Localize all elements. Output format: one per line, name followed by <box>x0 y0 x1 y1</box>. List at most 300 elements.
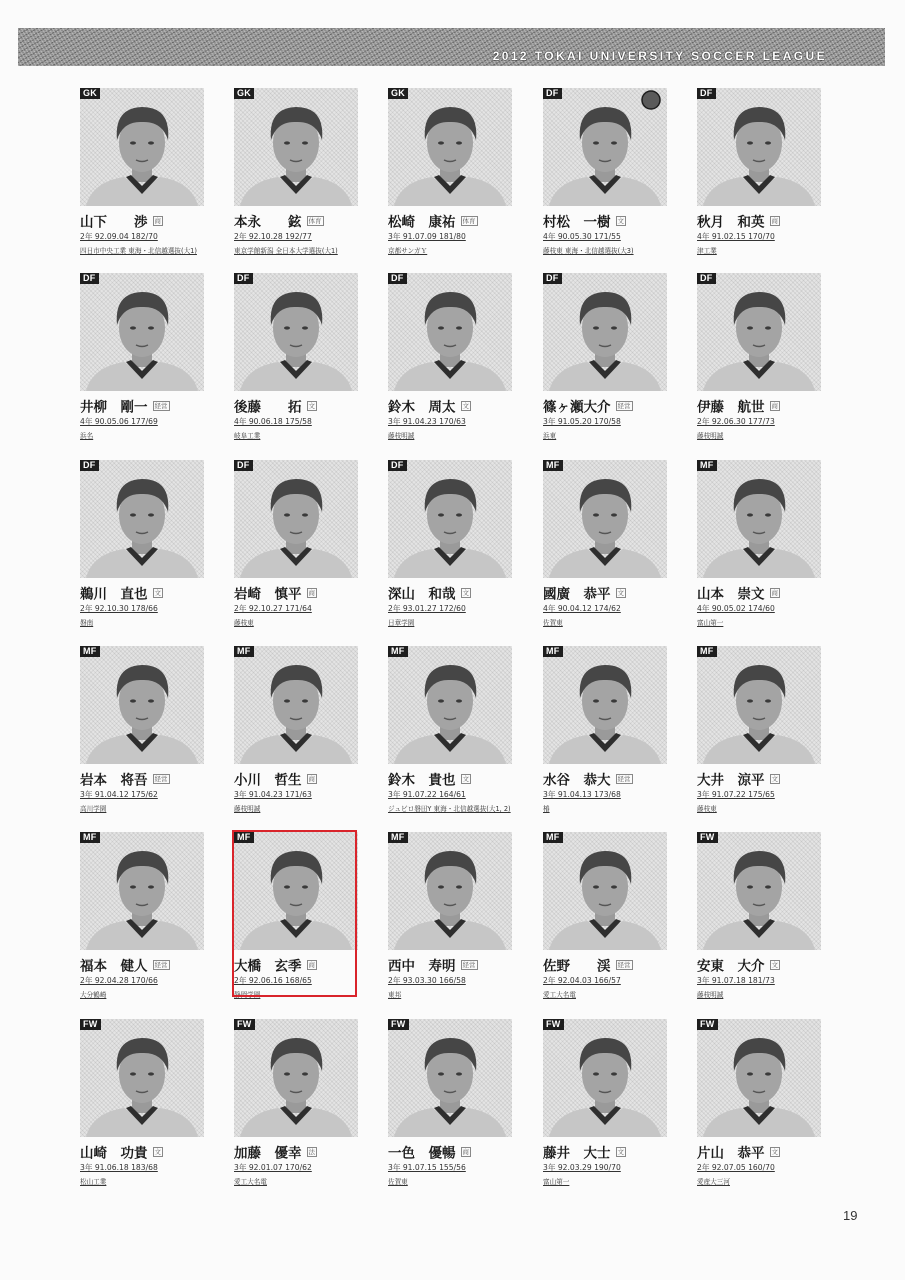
player-name: 井柳 剛一 <box>80 399 148 416</box>
player-name: 加藤 優幸 <box>234 1145 302 1162</box>
player-name-row <box>388 1141 513 1162</box>
player-card <box>697 1019 822 1184</box>
player-card <box>697 832 822 997</box>
faculty-badge: 経営 <box>154 401 168 410</box>
player-name: 岩崎 慎平 <box>234 586 302 603</box>
player-portrait <box>234 1019 358 1137</box>
player-stats: 4年 90.05.30 171/55 <box>543 232 621 241</box>
player-name: 篠ヶ瀬大介 <box>543 399 611 416</box>
eye-shape <box>130 1072 136 1075</box>
position-badge: MF <box>697 460 717 471</box>
player-photo <box>234 1019 358 1137</box>
eye-shape <box>593 699 599 702</box>
faculty-badge: 文 <box>154 588 161 597</box>
player-stats: 4年 91.02.15 170/70 <box>697 232 775 241</box>
player-card <box>697 273 822 438</box>
player-stats: 2年 92.10.27 171/64 <box>234 604 312 613</box>
player-stats: 3年 91.07.18 181/73 <box>697 976 775 985</box>
player-card <box>388 88 513 253</box>
player-school: 大分鶴崎 <box>80 991 107 999</box>
faculty-badge: 法 <box>308 1147 315 1156</box>
eye-shape <box>593 1072 599 1075</box>
player-school: 日章学園 <box>388 619 415 627</box>
position-badge: DF <box>80 273 99 284</box>
eye-shape <box>456 141 462 144</box>
player-name-row <box>388 954 513 975</box>
player-photo <box>80 273 204 391</box>
player-name-row <box>388 395 513 416</box>
player-photo <box>80 88 204 206</box>
eye-shape <box>130 326 136 329</box>
player-name-row <box>234 1141 359 1162</box>
player-card <box>388 273 513 438</box>
player-card <box>80 832 205 997</box>
player-photo <box>234 273 358 391</box>
player-photo <box>697 460 821 578</box>
player-school: 藤枝明誠 <box>697 991 724 999</box>
player-card <box>543 460 668 625</box>
faculty-badge: 文 <box>771 774 778 783</box>
position-badge: DF <box>80 460 99 471</box>
eye-shape <box>284 1072 290 1075</box>
player-stats: 4年 90.04.12 174/62 <box>543 604 621 613</box>
player-school: 藤枝東 東海・北信越選抜(大3) <box>543 247 634 255</box>
player-stats: 2年 92.10.28 192/77 <box>234 232 312 241</box>
header-band <box>18 28 885 66</box>
player-name: 水谷 恭大 <box>543 772 611 789</box>
player-photo <box>543 832 667 950</box>
player-portrait <box>388 832 512 950</box>
player-school: 津工業 <box>697 247 717 255</box>
faculty-badge: 文 <box>462 774 469 783</box>
player-stats: 2年 92.06.30 177/73 <box>697 417 775 426</box>
eye-shape <box>611 699 617 702</box>
player-school: 藤枝明誠 <box>388 432 415 440</box>
player-name-row <box>697 954 822 975</box>
player-school: 東京学館新潟 全日本大学選抜(大1) <box>234 247 338 255</box>
position-badge: MF <box>543 646 563 657</box>
player-name-row <box>234 582 359 603</box>
player-name-row <box>234 768 359 789</box>
player-name-row <box>543 1141 668 1162</box>
player-photo <box>543 646 667 764</box>
eye-shape <box>765 513 771 516</box>
player-portrait <box>80 273 204 391</box>
eye-shape <box>302 141 308 144</box>
faculty-badge: 体育 <box>462 216 476 225</box>
player-stats: 3年 91.06.18 183/68 <box>80 1163 158 1172</box>
player-name-row <box>543 954 668 975</box>
player-portrait <box>543 273 667 391</box>
position-badge: MF <box>234 646 254 657</box>
player-portrait <box>697 832 821 950</box>
player-name: 佐野 渓 <box>543 958 611 975</box>
eye-shape <box>456 326 462 329</box>
player-name: 後藤 拓 <box>234 399 302 416</box>
faculty-badge: 商 <box>154 216 161 225</box>
eye-shape <box>765 885 771 888</box>
faculty-badge: 商 <box>771 401 778 410</box>
player-card <box>388 832 513 997</box>
player-school: 京都サンガＹ <box>388 247 428 255</box>
eye-shape <box>611 1072 617 1075</box>
player-card <box>388 646 513 811</box>
player-photo <box>80 832 204 950</box>
player-stats: 3年 91.07.15 155/56 <box>388 1163 466 1172</box>
position-badge: FW <box>388 1019 409 1030</box>
player-card <box>543 88 668 253</box>
eye-shape <box>148 1072 154 1075</box>
player-photo <box>234 460 358 578</box>
player-name: 山本 崇文 <box>697 586 765 603</box>
faculty-badge: 経営 <box>617 960 631 969</box>
player-portrait <box>697 273 821 391</box>
player-name-row <box>697 1141 822 1162</box>
page-number: 19 <box>843 1208 858 1223</box>
eye-shape <box>284 326 290 329</box>
player-portrait <box>543 646 667 764</box>
player-school: 高川学園 <box>80 805 107 813</box>
player-school: 藤枝明誠 <box>234 805 261 813</box>
player-name-row <box>388 582 513 603</box>
eye-shape <box>611 141 617 144</box>
position-badge: DF <box>234 273 253 284</box>
player-card <box>234 1019 359 1184</box>
faculty-badge: 経営 <box>154 774 168 783</box>
player-stats: 2年 92.10.30 178/66 <box>80 604 158 613</box>
eye-shape <box>747 326 753 329</box>
player-school: 富山第一 <box>697 619 724 627</box>
eye-shape <box>130 885 136 888</box>
player-card <box>80 1019 205 1184</box>
eye-shape <box>284 141 290 144</box>
player-school: ジュビロ磐田Y 東海・北信越選抜(大1, 2) <box>388 805 511 813</box>
player-school: 磐南 <box>80 619 94 627</box>
player-name: 大井 涼平 <box>697 772 765 789</box>
eye-shape <box>456 513 462 516</box>
player-name: 鈴木 周太 <box>388 399 456 416</box>
eye-shape <box>747 699 753 702</box>
player-name: 國廣 恭平 <box>543 586 611 603</box>
eye-shape <box>148 326 154 329</box>
eye-shape <box>747 513 753 516</box>
position-badge: DF <box>234 460 253 471</box>
eye-shape <box>302 1072 308 1075</box>
player-school: 東邦 <box>388 991 402 999</box>
player-card <box>543 273 668 438</box>
player-name-row <box>80 954 205 975</box>
faculty-badge: 文 <box>617 216 624 225</box>
faculty-badge: 商 <box>771 588 778 597</box>
player-card <box>543 832 668 997</box>
player-name-row <box>80 768 205 789</box>
player-school: 佐賀東 <box>388 1178 408 1186</box>
eye-shape <box>148 699 154 702</box>
player-photo <box>388 646 512 764</box>
player-name-row <box>80 582 205 603</box>
eye-shape <box>765 1072 771 1075</box>
player-portrait <box>80 646 204 764</box>
player-card <box>697 460 822 625</box>
eye-shape <box>302 885 308 888</box>
player-name-row <box>697 210 822 231</box>
player-stats: 3年 92.01.07 170/62 <box>234 1163 312 1172</box>
eye-shape <box>302 513 308 516</box>
player-school: 浜東 <box>543 432 557 440</box>
eye-shape <box>765 326 771 329</box>
player-name-row <box>543 210 668 231</box>
player-photo <box>543 88 667 206</box>
eye-shape <box>284 885 290 888</box>
player-name: 本永 鉉 <box>234 214 302 231</box>
eye-shape <box>438 326 444 329</box>
eye-shape <box>456 699 462 702</box>
player-portrait <box>234 273 358 391</box>
player-stats: 3年 91.05.20 170/58 <box>543 417 621 426</box>
player-portrait <box>80 832 204 950</box>
player-portrait <box>234 646 358 764</box>
player-portrait <box>543 1019 667 1137</box>
player-school: 浜名 <box>80 432 94 440</box>
eye-shape <box>438 1072 444 1075</box>
player-portrait <box>80 1019 204 1137</box>
team-emblem-icon <box>642 91 660 109</box>
eye-shape <box>148 141 154 144</box>
faculty-badge: 文 <box>617 1147 624 1156</box>
position-badge: DF <box>697 88 716 99</box>
player-stats: 2年 92.07.05 160/70 <box>697 1163 775 1172</box>
player-stats: 4年 90.05.06 177/69 <box>80 417 158 426</box>
player-school: 松山工業 <box>80 1178 107 1186</box>
player-card <box>697 88 822 253</box>
position-badge: DF <box>388 460 407 471</box>
player-stats: 3年 91.04.23 171/63 <box>234 790 312 799</box>
player-portrait <box>388 1019 512 1137</box>
position-badge: FW <box>234 1019 255 1030</box>
position-badge: MF <box>388 832 408 843</box>
player-school: 四日市中央工業 東海・北信越選抜(大1) <box>80 247 197 255</box>
player-name: 山崎 功貴 <box>80 1145 148 1162</box>
player-photo <box>388 273 512 391</box>
player-portrait <box>80 460 204 578</box>
player-card <box>80 460 205 625</box>
player-stats: 2年 92.09.04 182/70 <box>80 232 158 241</box>
player-school: 藤枝明誠 <box>697 432 724 440</box>
position-badge: FW <box>697 1019 718 1030</box>
position-badge: GK <box>234 88 254 99</box>
faculty-badge: 文 <box>771 960 778 969</box>
player-name: 深山 和哉 <box>388 586 456 603</box>
player-card <box>80 273 205 438</box>
player-stats: 2年 92.06.16 168/65 <box>234 976 312 985</box>
player-portrait <box>234 88 358 206</box>
player-card <box>80 646 205 811</box>
player-stats: 3年 91.07.22 164/61 <box>388 790 466 799</box>
faculty-badge: 体育 <box>308 216 322 225</box>
faculty-badge: 文 <box>617 588 624 597</box>
player-name: 鈴木 貴也 <box>388 772 456 789</box>
player-photo <box>234 646 358 764</box>
player-name-row <box>388 210 513 231</box>
player-name: 山下 渉 <box>80 214 148 231</box>
player-portrait <box>697 460 821 578</box>
faculty-badge: 経営 <box>617 401 631 410</box>
player-stats: 3年 91.07.09 181/80 <box>388 232 466 241</box>
player-stats: 4年 90.05.02 174/60 <box>697 604 775 613</box>
player-portrait <box>234 832 358 950</box>
player-name-row <box>80 210 205 231</box>
faculty-badge: 商 <box>308 960 315 969</box>
faculty-badge: 商 <box>308 774 315 783</box>
faculty-badge: 文 <box>462 401 469 410</box>
faculty-badge: 文 <box>771 1147 778 1156</box>
position-badge: MF <box>80 646 100 657</box>
player-photo <box>388 832 512 950</box>
player-name: 藤井 大士 <box>543 1145 611 1162</box>
player-name: 鵜川 直也 <box>80 586 148 603</box>
player-portrait <box>388 646 512 764</box>
player-name: 岩本 将吾 <box>80 772 148 789</box>
position-badge: DF <box>543 273 562 284</box>
player-school: 藤枝東 <box>697 805 717 813</box>
player-photo <box>543 460 667 578</box>
player-card <box>543 1019 668 1184</box>
eye-shape <box>765 141 771 144</box>
player-stats: 2年 92.04.28 170/66 <box>80 976 158 985</box>
player-stats: 3年 91.04.12 175/62 <box>80 790 158 799</box>
position-badge: MF <box>80 832 100 843</box>
eye-shape <box>611 326 617 329</box>
eye-shape <box>765 699 771 702</box>
player-photo <box>80 1019 204 1137</box>
player-photo <box>697 88 821 206</box>
league-title: 2012 TOKAI UNIVERSITY SOCCER LEAGUE <box>492 49 827 63</box>
eye-shape <box>747 141 753 144</box>
player-name-row <box>234 954 359 975</box>
player-stats: 3年 91.07.22 175/65 <box>697 790 775 799</box>
player-name: 片山 恭平 <box>697 1145 765 1162</box>
player-school: 静岡学園 <box>234 991 261 999</box>
faculty-badge: 経営 <box>154 960 168 969</box>
player-card <box>80 88 205 253</box>
position-badge: MF <box>234 832 254 843</box>
player-name-row <box>697 395 822 416</box>
eye-shape <box>438 141 444 144</box>
player-stats: 3年 91.04.23 170/63 <box>388 417 466 426</box>
position-badge: FW <box>697 832 718 843</box>
player-photo <box>388 460 512 578</box>
player-photo <box>80 646 204 764</box>
player-card <box>388 460 513 625</box>
eye-shape <box>593 141 599 144</box>
player-name: 大橋 玄季 <box>234 958 302 975</box>
faculty-badge: 商 <box>308 588 315 597</box>
position-badge: DF <box>388 273 407 284</box>
player-stats: 2年 92.04.03 166/57 <box>543 976 621 985</box>
position-badge: MF <box>543 832 563 843</box>
player-photo <box>697 832 821 950</box>
eye-shape <box>593 885 599 888</box>
player-school: 富山第一 <box>543 1178 570 1186</box>
player-photo <box>388 1019 512 1137</box>
faculty-badge: 文 <box>154 1147 161 1156</box>
player-card <box>234 88 359 253</box>
faculty-badge: 文 <box>462 588 469 597</box>
position-badge: MF <box>697 646 717 657</box>
player-portrait <box>697 88 821 206</box>
player-photo <box>697 1019 821 1137</box>
eye-shape <box>611 513 617 516</box>
player-photo <box>543 273 667 391</box>
player-name-row <box>543 768 668 789</box>
player-name: 村松 一樹 <box>543 214 611 231</box>
faculty-badge: 経営 <box>462 960 476 969</box>
player-stats: 2年 93.01.27 172/60 <box>388 604 466 613</box>
faculty-badge: 商 <box>462 1147 469 1156</box>
position-badge: FW <box>543 1019 564 1030</box>
player-name: 秋月 和英 <box>697 214 765 231</box>
eye-shape <box>148 513 154 516</box>
eye-shape <box>747 1072 753 1075</box>
player-name-row <box>234 210 359 231</box>
player-stats: 3年 92.03.29 190/70 <box>543 1163 621 1172</box>
position-badge: MF <box>543 460 563 471</box>
player-portrait <box>697 1019 821 1137</box>
player-photo <box>543 1019 667 1137</box>
player-school: 岐阜工業 <box>234 432 261 440</box>
player-name-row <box>543 395 668 416</box>
player-school: 藤枝東 <box>234 619 254 627</box>
eye-shape <box>438 885 444 888</box>
player-name-row <box>697 768 822 789</box>
eye-shape <box>438 513 444 516</box>
position-badge: DF <box>697 273 716 284</box>
eye-shape <box>747 885 753 888</box>
eye-shape <box>438 699 444 702</box>
player-portrait <box>543 460 667 578</box>
player-card <box>697 646 822 811</box>
eye-shape <box>611 885 617 888</box>
player-photo <box>234 832 358 950</box>
player-name: 伊藤 航世 <box>697 399 765 416</box>
player-card <box>234 460 359 625</box>
eye-shape <box>148 885 154 888</box>
player-photo <box>388 88 512 206</box>
player-name-row <box>388 768 513 789</box>
player-stats: 2年 93.03.30 166/58 <box>388 976 466 985</box>
player-name: 西中 寿明 <box>388 958 456 975</box>
player-portrait <box>80 88 204 206</box>
faculty-badge: 商 <box>771 216 778 225</box>
position-badge: GK <box>80 88 100 99</box>
player-name: 小川 哲生 <box>234 772 302 789</box>
eye-shape <box>130 699 136 702</box>
player-name-row <box>80 395 205 416</box>
faculty-badge: 文 <box>308 401 315 410</box>
player-stats: 4年 90.06.18 175/58 <box>234 417 312 426</box>
player-name-row <box>234 395 359 416</box>
player-portrait <box>234 460 358 578</box>
player-school: 佐賀東 <box>543 619 563 627</box>
player-portrait <box>697 646 821 764</box>
eye-shape <box>456 1072 462 1075</box>
player-name-row <box>697 582 822 603</box>
player-school: 愛産大三河 <box>697 1178 730 1186</box>
eye-shape <box>130 141 136 144</box>
player-photo <box>80 460 204 578</box>
position-badge: DF <box>543 88 562 99</box>
eye-shape <box>302 699 308 702</box>
